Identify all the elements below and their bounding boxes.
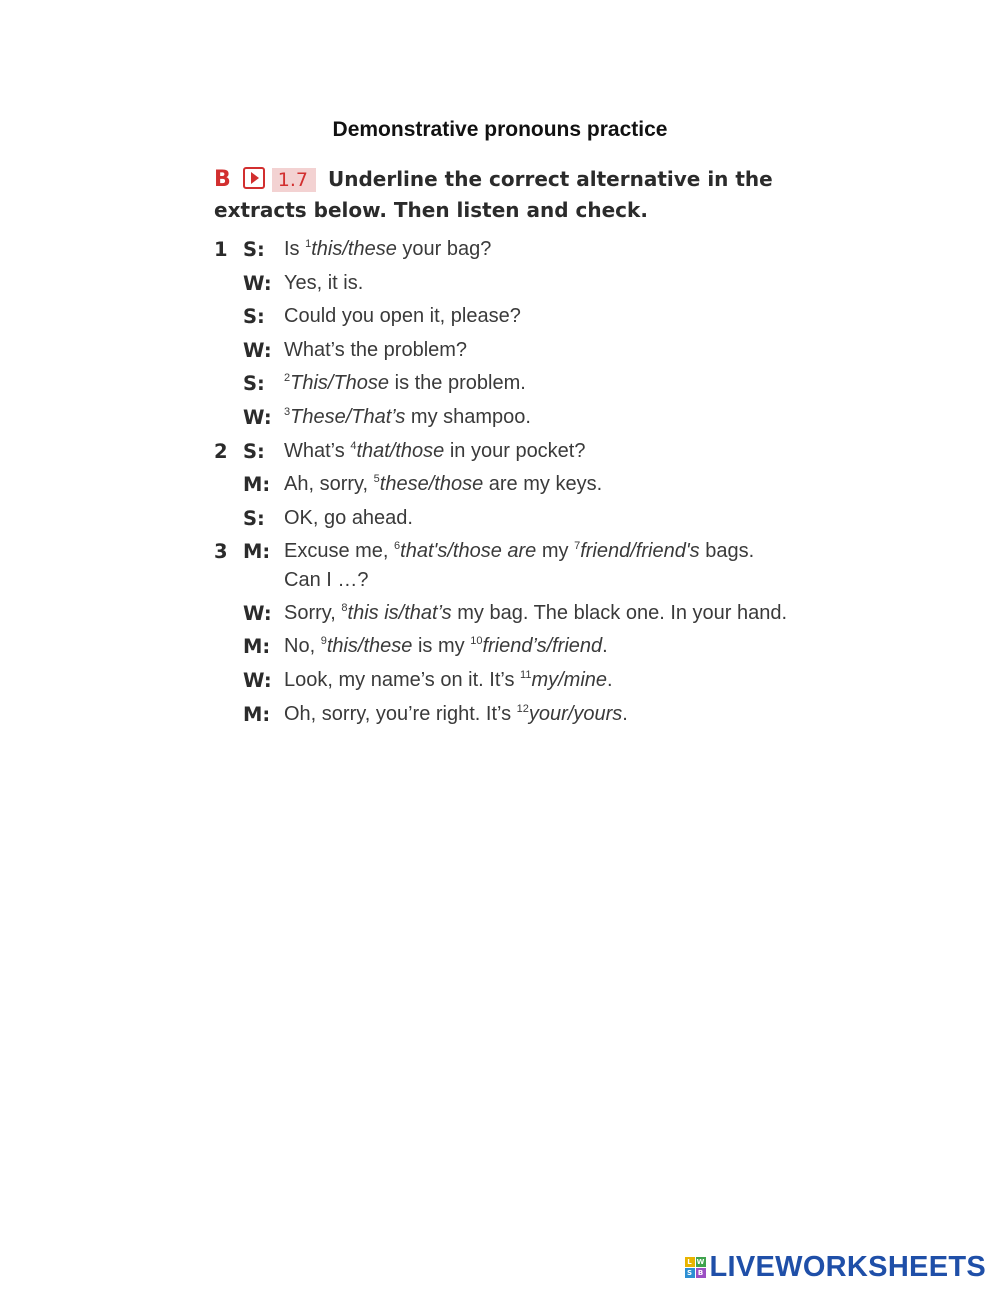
dialogue-line: [214, 502, 794, 536]
item-number: [214, 334, 243, 368]
item-number: [214, 367, 243, 401]
dialogue-text: [284, 630, 794, 664]
exercise-header: [214, 164, 794, 225]
dialogue-lines: [214, 233, 794, 731]
dialogue-text: [284, 599, 794, 628]
item-number: [214, 300, 243, 334]
item-number: [214, 401, 243, 435]
dialogue-text: [284, 401, 794, 435]
dialogue-line: [214, 401, 794, 435]
speaker-label: M:: [243, 702, 271, 726]
gap-number: 6: [394, 540, 401, 553]
dialogue-line: [214, 630, 794, 664]
dialogue-line: [214, 435, 794, 469]
liveworksheets-brand[interactable]: LIVEWORKSHEETS: [709, 1251, 986, 1283]
gap-number: 10: [470, 635, 483, 648]
choice-alternatives[interactable]: this/these: [311, 238, 397, 260]
dialogue-line: [214, 664, 794, 698]
text-fragment: .: [602, 635, 608, 658]
dialogue-text: [284, 502, 794, 536]
dialogue-text: [284, 367, 794, 401]
speaker-label: W:: [243, 271, 272, 295]
dialogue-text: [284, 233, 794, 267]
dialogue-text: [284, 664, 794, 698]
logo-tile: W: [696, 1258, 705, 1266]
text-fragment: Could you open it, please?: [284, 305, 521, 328]
item-number: [214, 664, 243, 698]
text-fragment: are my keys.: [483, 473, 603, 496]
dialogue-text: [284, 267, 794, 301]
exercise: [214, 164, 794, 731]
gap-number: 1: [305, 238, 312, 250]
play-audio-icon[interactable]: [243, 167, 265, 189]
item-number: 2: [214, 439, 228, 463]
text-fragment: What’s the problem?: [284, 338, 468, 361]
speaker-label: W:: [243, 338, 272, 362]
text-fragment: .: [622, 702, 628, 725]
gap-number: 8: [341, 602, 348, 615]
item-number: [214, 630, 243, 664]
dialogue-line: [214, 535, 794, 597]
speaker-label: M:: [243, 473, 271, 497]
audio-track-number[interactable]: 1.7: [272, 168, 316, 192]
text-fragment: Ah, sorry,: [284, 473, 374, 496]
gap-number: 11: [520, 668, 532, 681]
dialogue-line: [214, 367, 794, 401]
speaker-label: S:: [243, 506, 265, 530]
item-number: [214, 267, 243, 301]
dialogue-line: [214, 334, 794, 368]
item-number: 3: [214, 540, 228, 564]
logo-tile: B: [696, 1268, 706, 1278]
text-fragment: Look, my name’s on it. It’s: [284, 668, 521, 691]
text-fragment: is my: [412, 635, 471, 658]
text-fragment: is the problem.: [389, 372, 526, 395]
choice-alternatives[interactable]: friend/friend's: [580, 540, 700, 563]
gap-number: 4: [350, 439, 357, 452]
speaker-label: M:: [243, 635, 271, 659]
dialogue-line: [214, 267, 794, 301]
item-number: [214, 599, 243, 628]
text-fragment: OK, go ahead.: [284, 506, 413, 529]
text-fragment: .: [607, 668, 613, 691]
choice-alternatives[interactable]: that's/those are: [400, 540, 537, 563]
speaker-label: S:: [243, 305, 265, 329]
dialogue-line: [214, 233, 794, 267]
choice-alternatives[interactable]: that/those: [356, 439, 445, 462]
gap-number: 7: [574, 540, 581, 553]
dialogue-text: [284, 537, 794, 595]
gap-number: 9: [320, 635, 327, 648]
liveworksheets-logo-icon: [685, 1257, 706, 1278]
speaker-label: M:: [243, 540, 271, 564]
logo-tile: S: [685, 1268, 695, 1278]
gap-number: 2: [284, 372, 291, 385]
dialogue-line: [214, 300, 794, 334]
text-fragment: my shampoo.: [405, 405, 531, 428]
item-number: 1: [214, 238, 228, 261]
speaker-label: S:: [243, 238, 265, 261]
choice-alternatives[interactable]: these/those: [379, 473, 484, 496]
dialogue-line: [214, 698, 794, 732]
page-title: Demonstrative pronouns practice: [332, 118, 668, 141]
exercise-letter: B: [214, 167, 231, 192]
item-number: [214, 698, 243, 732]
dialogue-text: [284, 698, 794, 732]
gap-number: 5: [373, 473, 380, 486]
text-fragment: in your pocket?: [444, 439, 586, 462]
text-fragment: bags. Can I …?: [284, 540, 755, 592]
footer-brand: [685, 1251, 987, 1284]
text-fragment: Is: [284, 238, 306, 260]
text-fragment: No,: [284, 635, 321, 658]
choice-alternatives[interactable]: friend’s/friend: [482, 635, 603, 658]
gap-number: 12: [516, 702, 529, 715]
dialogue-line: [214, 468, 794, 502]
choice-alternatives[interactable]: this/these: [326, 635, 413, 658]
logo-tile: L: [685, 1257, 695, 1267]
exercise-instruction: Underline the correct alternative in the extracts below. Then listen and check.: [214, 167, 773, 222]
text-fragment: Excuse me,: [284, 540, 395, 563]
text-fragment: Sorry,: [284, 602, 342, 625]
speaker-label: W:: [243, 602, 272, 626]
item-number: [214, 502, 243, 536]
text-fragment: Oh, sorry, you’re right. It’s: [284, 702, 517, 725]
speaker-label: S:: [243, 439, 265, 463]
item-number: [214, 468, 243, 502]
choice-alternatives[interactable]: your/yours: [528, 702, 623, 725]
choice-alternatives[interactable]: This/Those: [290, 372, 390, 395]
text-fragment: my bag. The black one. In your hand.: [451, 602, 788, 625]
choice-alternatives[interactable]: this is/that’s: [347, 602, 452, 625]
dialogue-text: [284, 468, 794, 502]
speaker-label: W:: [243, 405, 272, 429]
dialogue-text: [284, 435, 794, 469]
text-fragment: Yes, it is.: [284, 271, 364, 294]
choice-alternatives[interactable]: These/That’s: [290, 405, 406, 428]
gap-number: 3: [284, 405, 291, 418]
text-fragment: my: [536, 540, 575, 563]
speaker-label: S:: [243, 372, 265, 396]
choice-alternatives[interactable]: my/mine: [531, 668, 608, 691]
text-fragment: your bag?: [396, 238, 492, 260]
dialogue-text: [284, 334, 794, 368]
speaker-label: W:: [243, 668, 272, 692]
text-fragment: What’s: [284, 439, 351, 462]
dialogue-line: [214, 597, 794, 630]
dialogue-text: [284, 300, 794, 334]
